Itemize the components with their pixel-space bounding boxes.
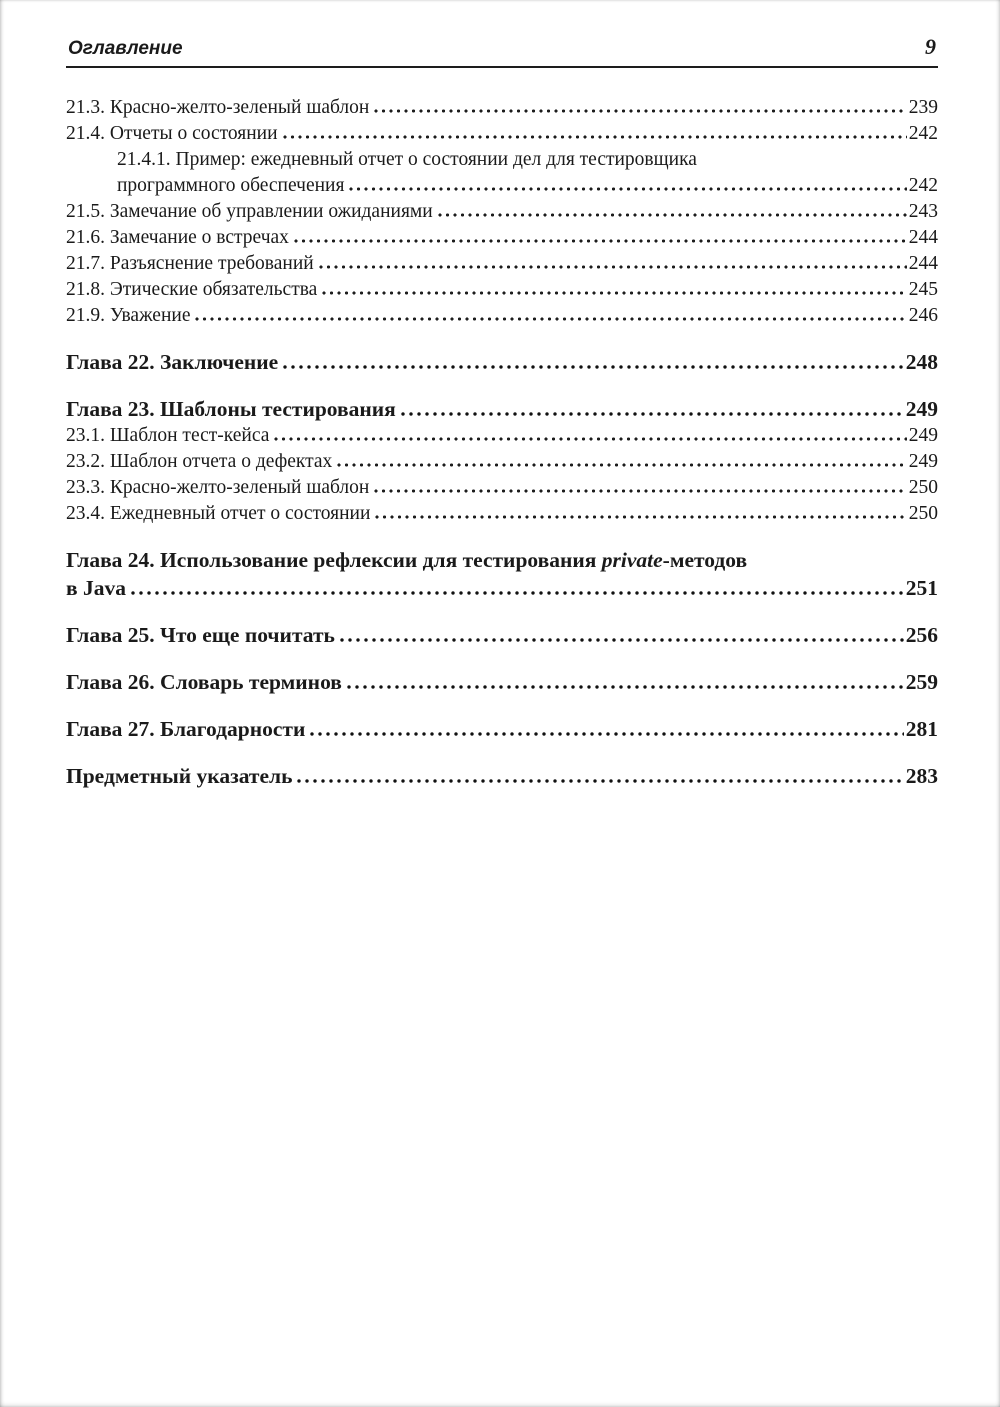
toc-entry-label: 21.4.1. Пример: ежедневный отчет о состоянии дел для тестировщика (117, 149, 697, 170)
header-rule (66, 66, 938, 68)
toc-entry-23-1 (66, 423, 938, 449)
dot-leader (374, 109, 906, 113)
toc-entry-page: 243 (908, 201, 938, 222)
toc-entry-line2 (66, 574, 938, 602)
toc-entry-page: 249 (908, 425, 938, 446)
dot-leader (340, 638, 904, 642)
toc-entry-label-continued: программного обеспечения (117, 175, 345, 196)
toc-entry-21-3 (66, 95, 938, 121)
toc-entry-21-6 (66, 225, 938, 251)
toc-entry-line1 (117, 147, 938, 173)
toc-entry-line2 (117, 173, 938, 199)
dot-leader (310, 732, 903, 736)
page-number: 9 (925, 34, 936, 59)
toc-entry-chapter-27 (66, 715, 938, 743)
toc-entry-chapter-25 (66, 621, 938, 649)
toc-entry-21-4-1 (66, 147, 938, 199)
toc-entry-label-continued: в Java (66, 576, 126, 600)
toc-entry-label: 21.8. Этические обязательства (66, 279, 318, 300)
toc-entry-label: Глава 26. Словарь терминов (66, 670, 342, 694)
toc-entry-line1 (66, 546, 938, 574)
dot-leader (374, 489, 906, 493)
toc-entry-page: 242 (908, 123, 938, 144)
toc-entry-chapter-22 (66, 348, 938, 376)
toc-entry-23-4 (66, 501, 938, 527)
toc-entry-label: 23.3. Красно-желто-зеленый шаблон (66, 477, 370, 498)
toc-entry-page: 250 (908, 477, 938, 498)
dot-leader (131, 591, 904, 595)
table-of-contents (66, 95, 938, 790)
toc-entry-page: 259 (905, 670, 938, 694)
dot-leader (283, 365, 904, 369)
toc-entry-label: 21.7. Разъяснение требований (66, 253, 314, 274)
toc-entry-page: 251 (905, 576, 938, 600)
toc-entry-chapter-23 (66, 395, 938, 423)
toc-entry-label: 21.6. Замечание о встречах (66, 227, 289, 248)
toc-entry-label: Предметный указатель (66, 764, 293, 788)
toc-entry-label: 23.4. Ежедневный отчет о состоянии (66, 503, 371, 524)
toc-entry-label: Глава 24. Использование рефлексии для тестирования (66, 548, 602, 572)
toc-entry-page: 246 (908, 305, 938, 326)
toc-entry-page: 250 (908, 503, 938, 524)
toc-entry-subject-index (66, 762, 938, 790)
toc-entry-21-5 (66, 199, 938, 225)
toc-entry-21-7 (66, 251, 938, 277)
toc-entry-label: Глава 27. Благодарности (66, 717, 306, 741)
toc-entry-label: 21.9. Уважение (66, 305, 191, 326)
dot-leader (401, 412, 904, 416)
toc-entry-page: 249 (908, 451, 938, 472)
toc-entry-page: 248 (905, 350, 938, 374)
toc-entry-page: 281 (905, 717, 938, 741)
toc-entry-page: 244 (908, 253, 938, 274)
toc-entry-label: Глава 23. Шаблоны тестирования (66, 397, 396, 421)
toc-entry-page: 242 (908, 175, 938, 196)
toc-entry-page: 244 (908, 227, 938, 248)
toc-entry-label: 23.2. Шаблон отчета о дефектах (66, 451, 333, 472)
dot-leader (322, 291, 906, 295)
toc-entry-label: Глава 22. Заключение (66, 350, 279, 374)
toc-entry-page: 239 (908, 97, 938, 118)
toc-entry-label: 21.5. Замечание об управлении ожиданиями (66, 201, 433, 222)
toc-entry-page: 283 (905, 764, 938, 788)
dot-leader (294, 239, 907, 243)
dot-leader (349, 187, 906, 191)
toc-entry-21-8 (66, 277, 938, 303)
toc-entry-chapter-24 (66, 546, 938, 602)
toc-entry-label: 21.3. Красно-желто-зеленый шаблон (66, 97, 370, 118)
toc-entry-label: 23.1. Шаблон тест-кейса (66, 425, 270, 446)
dot-leader (337, 463, 906, 467)
toc-entry-23-2 (66, 449, 938, 475)
dot-leader (274, 437, 906, 441)
dot-leader (283, 135, 907, 139)
toc-entry-page: 249 (905, 397, 938, 421)
dot-leader (297, 779, 903, 783)
toc-entry-21-4 (66, 121, 938, 147)
dot-leader (347, 685, 904, 689)
dot-leader (438, 213, 907, 217)
dot-leader (375, 515, 906, 519)
toc-entry-label-suffix: -методов (662, 548, 748, 572)
toc-entry-page: 245 (908, 279, 938, 300)
toc-entry-label: Глава 25. Что еще почитать (66, 623, 335, 647)
running-header (66, 34, 938, 60)
dot-leader (319, 265, 907, 269)
dot-leader (195, 317, 906, 321)
toc-entry-23-3 (66, 475, 938, 501)
toc-entry-21-9 (66, 303, 938, 329)
toc-entry-label: 21.4. Отчеты о состоянии (66, 123, 278, 144)
toc-entry-chapter-26 (66, 668, 938, 696)
toc-entry-label-italic: private (601, 548, 663, 572)
toc-entry-page: 256 (905, 623, 938, 647)
running-title: Оглавление (68, 38, 183, 59)
